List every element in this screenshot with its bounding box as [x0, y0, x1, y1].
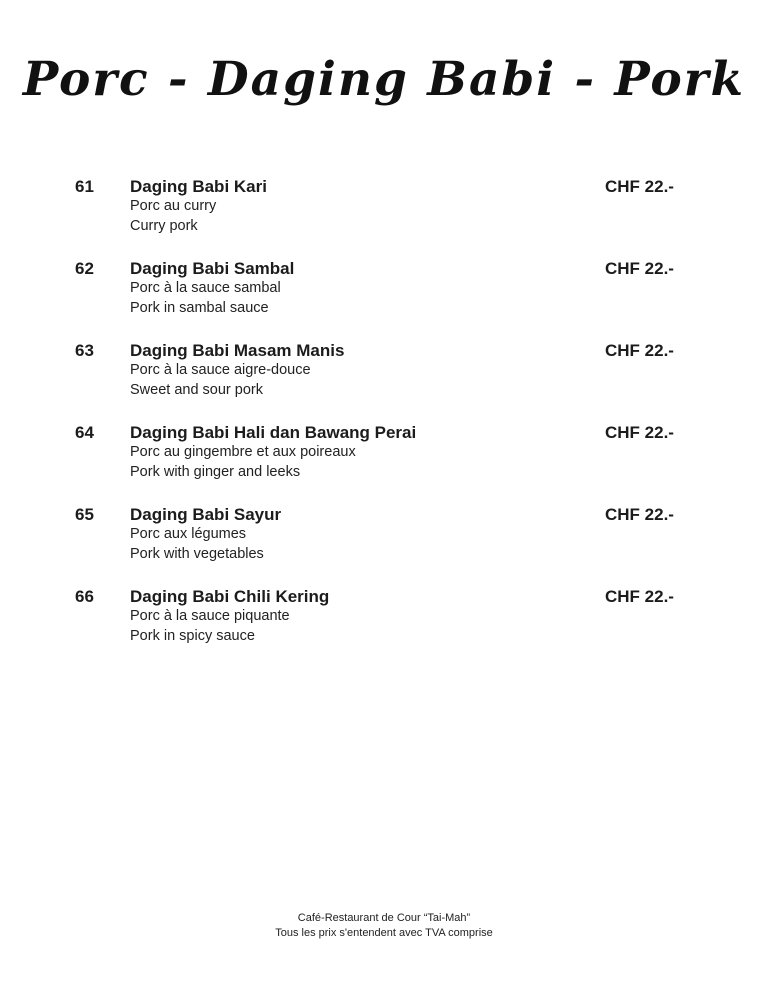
item-price: CHF 22.- [605, 587, 674, 606]
menu-item-62 [75, 258, 693, 318]
item-english-description: Pork with vegetables [130, 545, 264, 562]
item-english-description: Pork in sambal sauce [130, 299, 269, 316]
item-french-description: Porc à la sauce sambal [130, 280, 281, 296]
item-english-description: Pork in spicy sauce [130, 627, 255, 644]
item-number: 61 [75, 177, 94, 196]
item-body [130, 340, 605, 400]
item-body [130, 258, 605, 318]
item-french-description: Porc à la sauce aigre-douce [130, 362, 311, 378]
item-english-description: Sweet and sour pork [130, 381, 263, 398]
item-body [130, 504, 605, 564]
item-number: 62 [75, 259, 94, 278]
item-body [130, 422, 605, 482]
item-name: Daging Babi Hali dan Bawang Perai [130, 423, 417, 442]
item-name: Daging Babi Sayur [130, 505, 282, 524]
item-body [130, 176, 605, 236]
item-name: Daging Babi Chili Kering [130, 587, 330, 606]
item-french-description: Porc au curry [130, 198, 217, 214]
menu-item-63 [75, 340, 693, 400]
item-number: 65 [75, 505, 94, 524]
item-price: CHF 22.- [605, 177, 674, 196]
menu-item-64 [75, 422, 693, 482]
menu-item-61 [75, 176, 693, 236]
item-name: Daging Babi Sambal [130, 259, 295, 278]
item-name: Daging Babi Masam Manis [130, 341, 345, 360]
item-number: 64 [75, 423, 94, 442]
item-french-description: Porc à la sauce piquante [130, 608, 290, 624]
footer-tax-note: Tous les prix s'entendent avec TVA comprise [275, 927, 493, 939]
item-french-description: Porc aux légumes [130, 526, 247, 542]
menu-item-65 [75, 504, 693, 564]
item-body [130, 586, 605, 646]
item-number: 66 [75, 587, 94, 606]
footer-restaurant-name: Café-Restaurant de Cour “Tai-Mah” [297, 912, 471, 924]
item-english-description: Pork with ginger and leeks [130, 463, 301, 480]
item-price: CHF 22.- [605, 341, 674, 360]
item-price: CHF 22.- [605, 505, 674, 524]
item-price: CHF 22.- [605, 259, 674, 278]
item-number: 63 [75, 341, 94, 360]
menu-items-list [75, 176, 693, 668]
item-french-description: Porc au gingembre et aux poireaux [130, 444, 356, 460]
menu-item-66 [75, 586, 693, 646]
item-english-description: Curry pork [130, 217, 198, 234]
item-price: CHF 22.- [605, 423, 674, 442]
page-title: Porc - Daging Babi - Pork [22, 52, 746, 107]
page-footer [0, 911, 768, 941]
item-name: Daging Babi Kari [130, 177, 267, 196]
